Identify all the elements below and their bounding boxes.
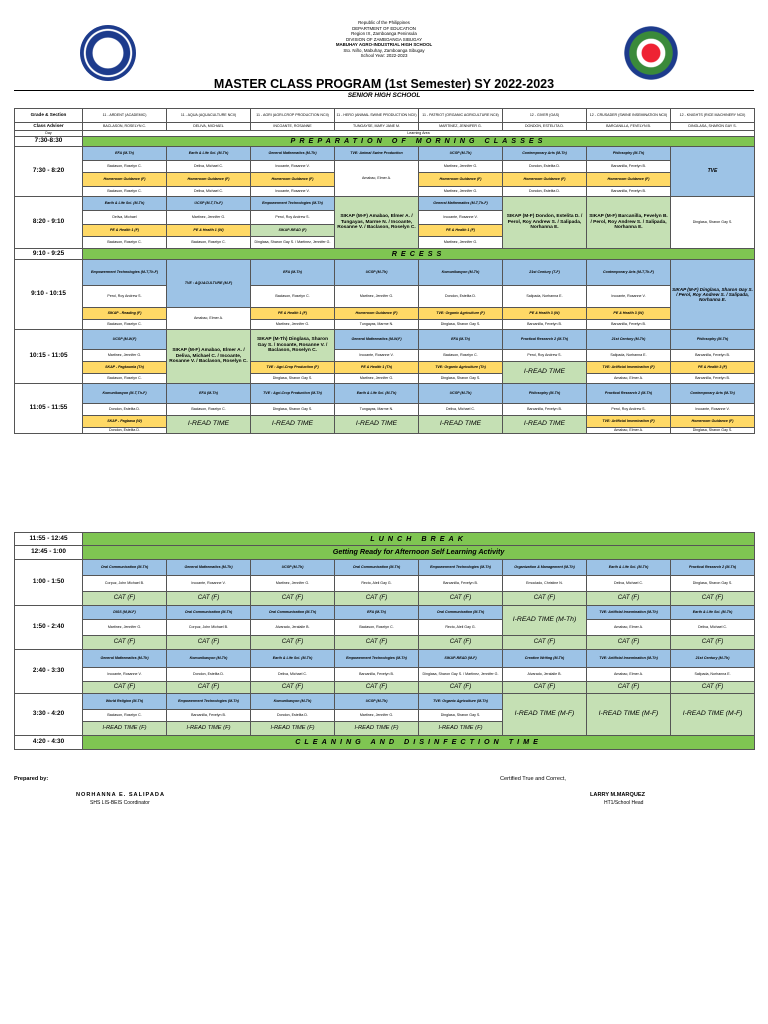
subject-cell: UCSP (M-Th) xyxy=(419,384,503,404)
cat-cell: CAT (F) xyxy=(251,682,335,694)
time-slot: 1:50 - 2:40 xyxy=(15,606,83,650)
section-name: 11 - AQUA (AQUACULTURE NCII) xyxy=(167,109,251,123)
teacher-cell: Recto, Aleli Gay G. xyxy=(335,576,419,592)
teacher-cell: Amabao, Elmer A. xyxy=(587,668,671,682)
subject-cell: TVE : Agri-Crop Production (M-Th) xyxy=(251,384,335,404)
subject-cell: Philosophy (M-Th) xyxy=(503,384,587,404)
time-slot: 7:30-8:30 xyxy=(15,137,83,147)
teacher-cell: Barcanilla, Fevelyn B. xyxy=(671,374,755,384)
adviser-name: MARTINEZ, JENNIFER G. xyxy=(419,123,503,131)
teacher-cell: Dinglasa, Sharon Gay S. xyxy=(671,428,755,434)
prep-band: PREPARATION OF MORNING CLASSES xyxy=(83,137,755,147)
teacher-cell: Incoante, Rosanne V. xyxy=(419,211,503,225)
subject-cell: Oral Communication (M-Th) xyxy=(251,606,335,620)
subject-cell: Earth & Life Sci. (M-Th) xyxy=(587,560,671,576)
teacher-cell: Incoante, Rosanne V. xyxy=(335,350,419,362)
teacher-cell: Deliva, Michael C. xyxy=(251,668,335,682)
subject-cell: Earth & Life Sci. (M-Th) xyxy=(83,197,167,211)
cat-cell: CAT (F) xyxy=(503,592,587,606)
cat-cell: CAT (F) xyxy=(335,682,419,694)
teacher-cell: Tungayas, Marme N. xyxy=(335,404,419,416)
subject-cell: SIKAP-READ (F) xyxy=(251,225,335,237)
teacher-cell: Dinglasa, Sharon Gay S. xyxy=(419,710,503,722)
school-line: MABUHAY AGRO-INDUSTRIAL HIGH SCHOOL xyxy=(335,42,433,47)
subject-cell: EFA (M-Th) xyxy=(335,606,419,620)
subject-cell: Komunikasyon (M-Th) xyxy=(167,650,251,668)
teacher-cell: Corpuz, John Michael B. xyxy=(83,576,167,592)
teacher-cell: Martinez, Jennifer G. xyxy=(419,187,503,197)
subject-cell: EFA (M-Th) xyxy=(251,260,335,286)
teacher-cell: Martinez, Jennifer G. xyxy=(419,161,503,173)
teacher-cell: Baclason, Roselyn C. xyxy=(83,161,167,173)
page-title: MASTER CLASS PROGRAM (1st Semester) SY 2022-2023 xyxy=(213,77,555,91)
time-slot: 10:15 - 11:05 xyxy=(15,330,83,384)
subject-cell: PE & Health 1 (F) xyxy=(419,225,503,237)
teacher-cell: Barcanilla, Fevelyn B. xyxy=(503,404,587,416)
section-name: 11 - PATRIOT (ORGANIC AGRICULTURE NCII) xyxy=(419,109,503,123)
time-slot: 2:40 - 3:30 xyxy=(15,650,83,694)
subject-cell: Earth & Life Sci. (M-Th) xyxy=(335,384,419,404)
iread-cell: I-READ TIME (F) xyxy=(83,722,167,736)
iread-cell: I-READ TIME xyxy=(419,416,503,434)
section-name: 12 - KNIGHTS (RICE MACHINERY NCII) xyxy=(671,109,755,123)
adviser-name: BARCANILLA, FEVELYN B. xyxy=(587,123,671,131)
address-line: Sto. Niño, Mabuhay, Zamboanga Sibugay xyxy=(343,47,425,53)
subject-cell: Contemporary Arts (M-T,Th-F) xyxy=(587,260,671,286)
subject-cell: Komunikasyon (M-Th) xyxy=(251,694,335,710)
subject-cell: Contemporary Arts (M-Th) xyxy=(503,147,587,161)
subject-cell: SIKAP-READ (M-F) xyxy=(419,650,503,668)
teacher-cell: Deliva, Michael C. xyxy=(587,576,671,592)
section-name: 11 - AGRI (AGRI-CROP PRODUCTION NCII) xyxy=(251,109,335,123)
subject-cell: SKAP - Pagbasa (W) xyxy=(83,416,167,428)
subject-cell: Practical Research 2 (M-Th) xyxy=(671,560,755,576)
teacher-cell: Amabao, Elmer A. xyxy=(167,308,251,330)
subject-cell: PE & Health 1 (F) xyxy=(83,225,167,237)
subject-cell: 21st Century (M-Th) xyxy=(671,650,755,668)
teacher-cell: Recto, Aleli Gay G. xyxy=(419,620,503,636)
teacher-cell: Baclason, Roselyn C. xyxy=(251,286,335,308)
cat-cell: CAT (F) xyxy=(335,636,419,650)
subject-cell: Komunikasyon (M-T,Th-F) xyxy=(83,384,167,404)
iread-cell: I-READ TIME (F) xyxy=(419,722,503,736)
subject-cell: 21st Century (M-Th) xyxy=(587,330,671,350)
teacher-cell: Dondon, Estelita D. xyxy=(503,187,587,197)
subject-cell: Oral Communication (M-Th) xyxy=(83,560,167,576)
teacher-cell: Barcanilla, Fevelyn B. xyxy=(587,187,671,197)
time-slot: 11:05 - 11:55 xyxy=(15,384,83,434)
adviser-name: DINGLASA, SHARON GAY S. xyxy=(671,123,755,131)
subject-cell: Empowerment Technologies (M-Th) xyxy=(167,694,251,710)
teacher-cell: Dondon, Estelita D. xyxy=(167,668,251,682)
time-slot: 11:55 - 12:45 xyxy=(15,533,83,546)
iread-cell: I-READ TIME xyxy=(503,416,587,434)
cat-cell: CAT (F) xyxy=(335,592,419,606)
teacher-cell: Dinglasa, Sharon Gay S. / Martinez, Jennifer G. xyxy=(251,237,335,249)
subject-cell: TVE: Organic Agriculture (F) xyxy=(419,308,503,320)
cat-cell: CAT (F) xyxy=(671,682,755,694)
subject-cell: Earth & Life Sci. (M-Th) xyxy=(671,606,755,620)
teacher-cell: Amabao, Elmer A. xyxy=(335,161,419,197)
sikap-cell: SIKAP (M-F) Barcanilla, Fevelyn B. / Perol, Roy Andrew S. / Salipada, Norhanna E. xyxy=(587,197,671,249)
subject-cell: UCSP (M-Th) xyxy=(419,147,503,161)
subject-cell: UCSP (M-Th) xyxy=(335,260,419,286)
subject-cell: EFA (M-Th) xyxy=(167,384,251,404)
iread-cell: I-READ TIME xyxy=(167,416,251,434)
subject-cell: General Mathematics (M-Th) xyxy=(167,560,251,576)
cat-cell: CAT (F) xyxy=(587,592,671,606)
teacher-cell: Baclason, Roselyn C. xyxy=(83,710,167,722)
subject-cell: General Mathematics (M-Th) xyxy=(251,147,335,161)
iread-cell: I-READ TIME xyxy=(335,416,419,434)
adviser-name: TUNGAYSE, MARY JANE M. xyxy=(335,123,419,131)
teacher-cell: Martinez, Jennifer G. xyxy=(251,576,335,592)
teacher-cell: Incoante, Rosanne V. xyxy=(671,404,755,416)
cat-cell: CAT (F) xyxy=(503,636,587,650)
subject-cell: Empowerment Technologies (M-Th) xyxy=(419,560,503,576)
subject-cell: Homeroom Guidance (F) xyxy=(671,416,755,428)
subject-cell: Homeroom Guidance (F) xyxy=(503,173,587,187)
subject-cell: Homeroom Guidance (F) xyxy=(587,173,671,187)
subject-cell: PE & Health 1 (Th) xyxy=(335,362,419,374)
teacher-cell: Dondon, Estelita D. xyxy=(83,428,167,434)
teacher-cell: Emoclado, Christine N. xyxy=(503,576,587,592)
cleaning-band: CLEANING AND DISINFECTION TIME xyxy=(83,736,755,750)
adviser-name: INCOANTE, ROSANNE xyxy=(251,123,335,131)
class-adviser-label: Class Adviser xyxy=(15,123,83,131)
teacher-cell: Barcanilla, Fevelyn B. xyxy=(503,320,587,330)
teacher-cell: Barcanilla, Fevelyn B. xyxy=(419,576,503,592)
subject-cell: PE & Health 3 (W) xyxy=(503,308,587,320)
cat-cell: CAT (F) xyxy=(671,592,755,606)
subject-cell: Practical Research 2 (M-Th) xyxy=(587,384,671,404)
teacher-cell: Barcanilla, Fevelyn B. xyxy=(587,320,671,330)
teacher-cell: Martinez, Jennifer G. xyxy=(335,374,419,384)
subject-cell: TVE: Organic Agriculture (M-Th) xyxy=(419,694,503,710)
subject-cell: Homeroom Guidance (F) xyxy=(167,173,251,187)
teacher-cell: Deliva, Michael C. xyxy=(167,187,251,197)
cat-cell: CAT (F) xyxy=(419,682,503,694)
teacher-cell: Salipada, Norhanna E. xyxy=(503,286,587,308)
subject-cell: Komunikasyon (M-Th) xyxy=(419,260,503,286)
teacher-cell: Baclason, Roselyn C. xyxy=(83,237,167,249)
time-slot: 3:30 - 4:20 xyxy=(15,694,83,736)
adviser-name: BACLASON, ROSELYN C. xyxy=(83,123,167,131)
subject-cell: PE & Health 3 (W) xyxy=(587,308,671,320)
adviser-name: DELIVA, MICHAEL xyxy=(167,123,251,131)
teacher-cell: Incoante, Rosanne V. xyxy=(167,576,251,592)
subject-cell: Homeroom Guidance (F) xyxy=(419,173,503,187)
iread-cell: I-READ TIME (F) xyxy=(251,722,335,736)
teacher-cell: Alvarado, Jeralalie B. xyxy=(503,668,587,682)
ready-band: Getting Ready for Afternoon Self Learning Activity xyxy=(83,546,755,560)
teacher-cell: Baclason, Roselyn C. xyxy=(83,187,167,197)
teacher-cell: Barcanilla, Fevelyn B. xyxy=(167,710,251,722)
recess-band: RECESS xyxy=(83,249,755,260)
subject-cell: EFA (M-Th) xyxy=(83,147,167,161)
cat-cell: CAT (F) xyxy=(167,636,251,650)
schedule-table-lower xyxy=(14,532,755,750)
time-slot: 9:10 - 10:15 xyxy=(15,260,83,330)
subject-cell: Empowerment Technologies (M-Th) xyxy=(335,650,419,668)
iread-cell: I-READ TIME (M-F) xyxy=(503,694,587,736)
subject-cell: TVE: Artificial Insemination (F) xyxy=(587,362,671,374)
teacher-cell: Salipada, Norhanna E. xyxy=(671,668,755,682)
teacher-cell: Amabao, Elmer A. xyxy=(587,374,671,384)
iread-cell: I-READ TIME xyxy=(503,362,587,384)
adviser-name: DONDON, ESTELITA D. xyxy=(503,123,587,131)
teacher-cell: Baclason, Roselyn C. xyxy=(83,320,167,330)
cat-cell: CAT (F) xyxy=(671,636,755,650)
subject-cell: Empowerment Technologies (M-T,Th-F) xyxy=(83,260,167,286)
teacher-cell: Perol, Roy Andrew S. xyxy=(251,211,335,225)
subject-cell: General Mathematics (M-T,Th-F) xyxy=(419,197,503,211)
day-label: Day xyxy=(15,131,83,137)
cat-cell: CAT (F) xyxy=(419,636,503,650)
cat-cell: CAT (F) xyxy=(83,682,167,694)
subject-cell: EFA (M-Th) xyxy=(419,330,503,350)
subject-cell: UCSP (M-Th) xyxy=(251,560,335,576)
lunch-band: LUNCH BREAK xyxy=(83,533,755,546)
teacher-cell: Tungayas, Marme N. xyxy=(335,320,419,330)
teacher-cell: Martinez, Jennifer G. xyxy=(335,710,419,722)
section-name: 12 - CRUSADER (SWINE INSEMINATION NCII) xyxy=(587,109,671,123)
teacher-cell: Barcanilla, Fevelyn B. xyxy=(671,350,755,362)
subject-cell: TVE xyxy=(671,147,755,197)
subject-cell: PE & Health 1 (W) xyxy=(167,225,251,237)
time-slot: 7:30 - 8:20 xyxy=(15,147,83,197)
teacher-cell: Baclason, Roselyn C. xyxy=(335,620,419,636)
teacher-cell: Martinez, Jennifer G. xyxy=(167,211,251,225)
teacher-cell: Salipada, Norhanna E. xyxy=(587,350,671,362)
subject-cell: TVE: Artificial Insemination (F) xyxy=(587,416,671,428)
teacher-cell: Amabao, Elmer A. xyxy=(587,620,671,636)
subject-cell: UCSP (M-T,Th-F) xyxy=(167,197,251,211)
subject-cell: TVE: Artificial Insemination (M-Th) xyxy=(587,606,671,620)
subject-cell: UCSP (M-Th) xyxy=(335,694,419,710)
certified-name: LARRY M.MARQUEZ xyxy=(590,792,646,798)
subject-cell: Oral Communication (M-Th) xyxy=(167,606,251,620)
cat-cell: CAT (F) xyxy=(587,682,671,694)
teacher-cell: Dinglasa, Sharon Gay S. / Martinez, Jennifer G. xyxy=(419,668,503,682)
teacher-cell: Barcanilla, Fevelyn B. xyxy=(587,161,671,173)
time-slot: 8:20 - 9:10 xyxy=(15,197,83,249)
iread-cell: I-READ TIME (F) xyxy=(167,722,251,736)
teacher-cell: Martinez, Jennifer G. xyxy=(83,350,167,362)
teacher-cell: Dondon, Estelita D. xyxy=(83,404,167,416)
subject-cell: Oral Communication (M-Th) xyxy=(419,606,503,620)
teacher-cell: Corpuz, John Michael B. xyxy=(167,620,251,636)
cat-cell: CAT (F) xyxy=(503,682,587,694)
republic-line: Republic of the Philippines xyxy=(358,20,410,25)
time-slot: 9:10 - 9:25 xyxy=(15,249,83,260)
teacher-cell: Dondon, Estelita D. xyxy=(419,286,503,308)
cat-cell: CAT (F) xyxy=(251,592,335,606)
teacher-cell: Dinglasa, Sharon Gay S. xyxy=(419,320,503,330)
teacher-cell: Dondon, Estelita D. xyxy=(503,161,587,173)
teacher-cell: Dondon, Estelita D. xyxy=(251,710,335,722)
teacher-cell: Dinglasa, Sharon Gay S. xyxy=(251,404,335,416)
subject-cell: World Religion (M-Th) xyxy=(83,694,167,710)
prepared-by-name: NORHANNA E. SALIPADA xyxy=(76,792,165,798)
teacher-cell: Incoante, Rosanne V. xyxy=(251,161,335,173)
subject-cell: Philosophy (M-Th) xyxy=(587,147,671,161)
section-name: 12 - GIVER (GAS) xyxy=(503,109,587,123)
subject-cell: 21st Century (T-F) xyxy=(503,260,587,286)
sikap-cell: SIKAP (M-F) Amabao, Elmer A. / Deliva, Michael C. / Incoante, Rosanne V. / Baclason, Roselyn C. xyxy=(167,330,251,384)
subject-cell: TVE : AQUACULTURE (M-F) xyxy=(167,260,251,308)
sikap-cell: SIKAP (M-F) Dondon, Estelita D. / Perol, Roy Andrew S. / Salipada, Norhanna E. xyxy=(503,197,587,249)
iread-cell: I-READ TIME (F) xyxy=(335,722,419,736)
subject-cell: TVE : Agri-Crop Production (F) xyxy=(251,362,335,374)
subject-cell: Earth & Life Sci. (M-Th) xyxy=(251,650,335,668)
time-slot: 4:20 - 4:30 xyxy=(15,736,83,750)
sikap-cell: SIKAP (M-F) Dinglasa, Sharon Gay S. / Perol, Roy Andrew S. / Salipada, Norhanna E. xyxy=(671,260,755,330)
sikap-cell: SIKAP (M-Th) Dinglasa, Sharon Gay S. / Incoante, Rosanne V. / Baclason, Roselyn C. xyxy=(251,330,335,362)
subject-cell: Creative Writing (M-Th) xyxy=(503,650,587,668)
teacher-cell: Incoante, Rosanne V. xyxy=(587,286,671,308)
teacher-cell: Barcanilla, Fevelyn B. xyxy=(335,668,419,682)
subject-cell: Practical Research 2 (M-Th) xyxy=(503,330,587,350)
cat-cell: CAT (F) xyxy=(167,592,251,606)
deped-line: DEPARTMENT OF EDUCATION xyxy=(352,25,416,31)
prepared-by-label: Prepared by: xyxy=(14,776,49,782)
subject-cell: Homeroom Guidance (F) xyxy=(83,173,167,187)
subject-cell: Earth & Life Sci. (M-Th) xyxy=(167,147,251,161)
subject-cell: Philosophy (M-Th) xyxy=(671,330,755,350)
teacher-cell: Deliva, Michael C. xyxy=(419,404,503,416)
section-name: 11 - ARDENT (ACADEMIC) xyxy=(83,109,167,123)
learning-area-label: Learning Area xyxy=(83,131,755,137)
subject-cell: SIKAP - Reading (F) xyxy=(83,308,167,320)
teacher-cell: Martinez, Jennifer G. xyxy=(251,320,335,330)
subject-cell: Organization & Management (M-Th) xyxy=(503,560,587,576)
teacher-cell: Martinez, Jennifer G. xyxy=(419,237,503,249)
teacher-cell: Deliva, Michael xyxy=(83,211,167,225)
teacher-cell: Baclason, Roselyn C. xyxy=(419,350,503,362)
cat-cell: CAT (F) xyxy=(419,592,503,606)
cat-cell: CAT (F) xyxy=(251,636,335,650)
subject-cell: PE & Health 1 (F) xyxy=(251,308,335,320)
subject-cell: TVE: Animal Swine Production xyxy=(335,147,419,161)
page-subtitle: SENIOR HIGH SCHOOL xyxy=(14,90,754,100)
teacher-cell: Martinez, Jennifer G. xyxy=(335,286,419,308)
iread-cell: I-READ TIME (M-Th) xyxy=(503,606,587,636)
teacher-cell: Dinglasa, Sharon Gay S. xyxy=(671,197,755,249)
teacher-cell: Dinglasa, Sharon Gay S. xyxy=(251,374,335,384)
subject-cell: Homeroom Guidance (F) xyxy=(251,173,335,187)
teacher-cell: Deliva, Michael C. xyxy=(671,620,755,636)
subject-cell: Empowerment Technologies (M-Th) xyxy=(251,197,335,211)
time-slot: 12:45 - 1:00 xyxy=(15,546,83,560)
cat-cell: CAT (F) xyxy=(167,682,251,694)
teacher-cell: Dinglasa, Sharon Gay S. xyxy=(419,374,503,384)
subject-cell: TVE: Organic Agriculture (Th) xyxy=(419,362,503,374)
certified-role: HT1/School Head xyxy=(604,800,644,806)
subject-cell: DISS (M,W-F) xyxy=(83,606,167,620)
subject-cell: UCSP (M-W,F) xyxy=(83,330,167,350)
teacher-cell: Baclason, Roselyn C. xyxy=(167,404,251,416)
teacher-cell: Baclason, Roselyn C. xyxy=(167,237,251,249)
teacher-cell: Incoante, Rosanne V. xyxy=(83,668,167,682)
certified-label: Certified True and Correct, xyxy=(500,776,566,782)
sikap-cell: SIKAP (M-F) Amabao, Elmer A. / Tungayas, Marme N. / Incoante, Rosanne V. / Baclason, Roselyn C. xyxy=(335,197,419,249)
cat-cell: CAT (F) xyxy=(587,636,671,650)
section-name: 11 - HERO (ANIMAL SWINE PRODUCTION NCII) xyxy=(335,109,419,123)
teacher-cell: Alvarado, Jeralalie B. xyxy=(251,620,335,636)
teacher-cell: Incoante, Rosanne V. xyxy=(251,187,335,197)
subject-cell: General Mathematics (M-Th) xyxy=(83,650,167,668)
teacher-cell: Perol, Roy Andrew S. xyxy=(83,286,167,308)
region-line: Region IX, Zamboanga Peninsula xyxy=(351,31,417,36)
iread-cell: I-READ TIME xyxy=(251,416,335,434)
grade-section-label: Grade & Section xyxy=(15,109,83,123)
prepared-by-role: SHS LIS-BEIS Coordinator xyxy=(90,800,150,806)
teacher-cell: Martinez, Jennifer G. xyxy=(83,620,167,636)
subject-cell: SKAP - Pagkaunla (Th) xyxy=(83,362,167,374)
subject-cell: Contemporary Arts (M-Th) xyxy=(671,384,755,404)
teacher-cell: Perol, Roy Andrew S. xyxy=(587,404,671,416)
subject-cell: Oral Communication (M-Th) xyxy=(335,560,419,576)
teacher-cell: Deliva, Michael C. xyxy=(167,161,251,173)
iread-cell: I-READ TIME (M-F) xyxy=(587,694,671,736)
iread-cell: I-READ TIME (M-F) xyxy=(671,694,755,736)
school-year-line: School Year: 2022-2023 xyxy=(360,53,408,58)
teacher-cell: Amabao, Elmer A. xyxy=(587,428,671,434)
subject-cell: TVE: Artificial Insemination (M-Th) xyxy=(587,650,671,668)
time-slot: 1:00 - 1:50 xyxy=(15,560,83,606)
teacher-cell: Perol, Roy Andrew S. xyxy=(503,350,587,362)
schedule-table-upper xyxy=(14,108,755,434)
subject-cell: General Mathematics (M-W,F) xyxy=(335,330,419,350)
teacher-cell: Baclason, Roselyn C. xyxy=(83,374,167,384)
division-line: DIVISION OF ZAMBOANGA SIBUGAY xyxy=(345,36,423,42)
subject-cell: Homeroom Guidance (F) xyxy=(335,308,419,320)
cat-cell: CAT (F) xyxy=(83,592,167,606)
teacher-cell: Dinglasa, Sharon Gay S. xyxy=(671,576,755,592)
subject-cell: PE & Health 3 (F) xyxy=(671,362,755,374)
cat-cell: CAT (F) xyxy=(83,636,167,650)
